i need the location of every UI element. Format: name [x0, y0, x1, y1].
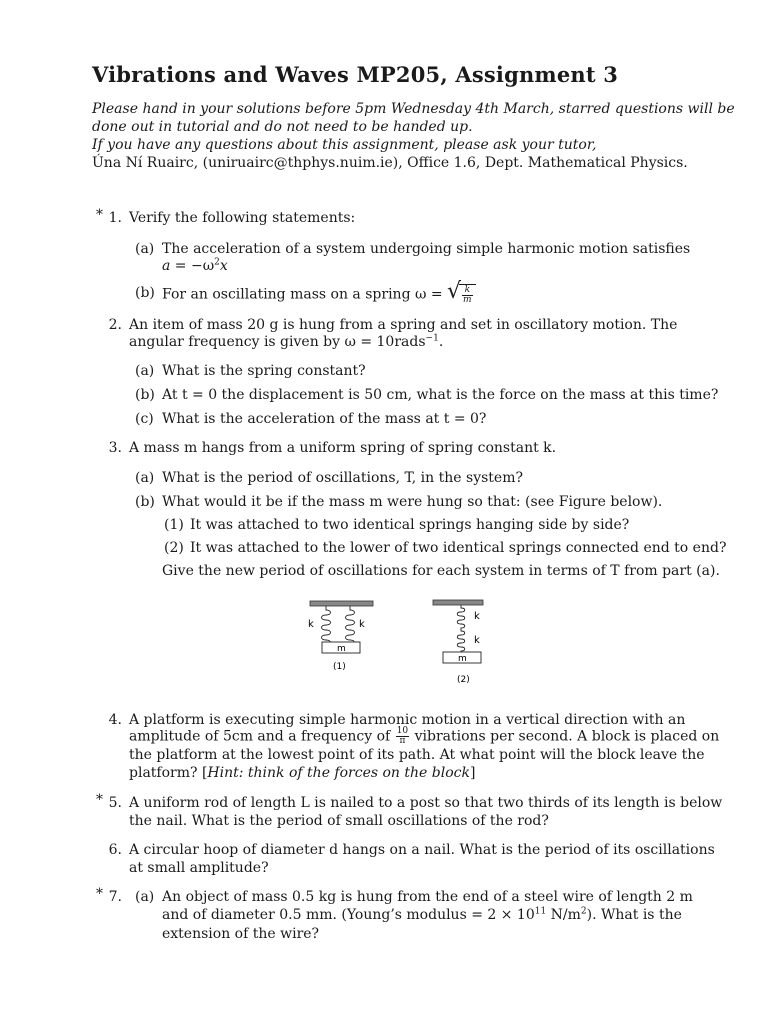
- q2-line-2-post: .: [438, 334, 444, 350]
- figure-1: [308, 601, 373, 672]
- q3b-text: What would it be if the mass m were hung so that: (see Figure below).: [162, 494, 663, 510]
- spring-figure: [300, 595, 490, 690]
- q7-number: 7.: [108, 889, 122, 905]
- q1-number: 1.: [108, 210, 122, 226]
- q7-line-2-sup2: 2: [580, 906, 587, 917]
- q5-line-1: A uniform rod of length L is nailed to a post so that two thirds of its length is below: [129, 795, 723, 811]
- q7-line-2-post: ). What is the: [586, 907, 682, 923]
- q1a-label: (a): [135, 241, 155, 257]
- q2-line-2-pre: angular frequency is given by ω = 10rads: [129, 334, 426, 350]
- fig1-k-right: k: [359, 619, 365, 630]
- q1b-label: (b): [135, 285, 155, 301]
- q2b-label: (b): [135, 387, 155, 403]
- q2-line-2-sup: −1: [425, 333, 439, 344]
- fig2-ceiling: [433, 600, 483, 605]
- q7a-label: (a): [135, 889, 155, 905]
- fig2-k-top: k: [474, 611, 480, 622]
- q1-star: *: [96, 207, 103, 223]
- q4-number: 4.: [108, 712, 122, 728]
- q7-star: *: [96, 886, 103, 902]
- q3b2-text: It was attached to the lower of two identical springs connected end to end?: [190, 540, 727, 556]
- q3a-label: (a): [135, 470, 155, 486]
- fig1-k-left: k: [308, 619, 314, 630]
- fig1-ceiling: [310, 601, 373, 606]
- q1a-eq-sup: 2: [214, 257, 220, 268]
- q7-line-3: extension of the wire?: [162, 926, 320, 942]
- q1a-text: The acceleration of a system undergoing simple harmonic motion satisfies: [162, 241, 691, 257]
- q3a-text: What is the period of oscillations, T, in the system?: [162, 470, 523, 486]
- q4-frac-den: π: [399, 736, 406, 746]
- q4-line-4-pre: platform? [: [129, 765, 208, 781]
- q7-line-1: An object of mass 0.5 kg is hung from the end of a steel wire of length 2 m: [162, 889, 693, 905]
- q1a-eq-mid: = −ω: [170, 258, 215, 274]
- fig2-series-spring: [457, 605, 465, 656]
- figure-2: [433, 600, 483, 685]
- q2a-text: What is the spring constant?: [162, 363, 366, 379]
- q2-line-1: An item of mass 20 g is hung from a spring and set in oscillatory motion. The: [129, 317, 678, 333]
- intro-line-4: Úna Ní Ruairc, (uniruairc@thphys.nuim.ie), Office 1.6, Dept. Mathematical Physics.: [92, 155, 688, 171]
- q2b-text: At t = 0 the displacement is 50 cm, what is the force on the mass at this time?: [162, 387, 719, 403]
- q7-line-2-mid: N/m: [546, 907, 581, 923]
- q7-line-2: [162, 906, 682, 924]
- q1b-frac-den: m: [463, 295, 472, 305]
- q1a-eq-lhs: a: [162, 258, 171, 274]
- q3b-label: (b): [135, 494, 155, 510]
- q4-line-3: the platform at the lowest point of its path. At what point will the block leave the: [129, 747, 705, 763]
- q2-number: 2.: [108, 317, 122, 333]
- intro-line-1: Please hand in your solutions before 5pm Wednesday 4th March, starred questions will be: [92, 101, 735, 117]
- q1b-text-body: For an oscillating mass on a spring ω =: [162, 286, 448, 303]
- q2c-text: What is the acceleration of the mass at t = 0?: [162, 411, 487, 427]
- q1a-eq-rhs: x: [219, 258, 228, 274]
- q2c-label: (c): [135, 411, 154, 427]
- q1a-equation: [162, 257, 228, 275]
- q5-star: *: [96, 792, 103, 808]
- q1-text: Verify the following statements:: [129, 210, 356, 226]
- q6-line-1: A circular hoop of diameter d hangs on a nail. What is the period of its oscillations: [129, 842, 715, 858]
- q4-line-2: [129, 727, 719, 746]
- q1b-frac-num: k: [462, 286, 473, 296]
- page-title: Vibrations and Waves MP205, Assignment 3: [92, 62, 619, 87]
- intro-line-2: done out in tutorial and do not need to be handed up.: [92, 119, 473, 135]
- q7-line-2-pre: and of diameter 0.5 mm. (Young’s modulus = 2 × 10: [162, 907, 535, 923]
- q1b-text: [162, 279, 476, 305]
- q3b-final: Give the new period of oscillations for each system in terms of T from part (a).: [162, 563, 720, 579]
- fig2-caption: (2): [457, 675, 470, 685]
- q6-number: 6.: [108, 842, 122, 858]
- q6-line-2: at small amplitude?: [129, 860, 269, 876]
- q5-number: 5.: [108, 795, 122, 811]
- intro-line-3: If you have any questions about this assignment, please ask your tutor,: [92, 137, 597, 153]
- q4-line-4: [129, 764, 475, 782]
- q3b2-label: (2): [164, 540, 184, 556]
- q5-line-2: the nail. What is the period of small oscillations of the rod?: [129, 813, 549, 829]
- q7-line-2-sup: 11: [534, 906, 547, 917]
- q4-line-1: A platform is executing simple harmonic motion in a vertical direction with an: [129, 712, 686, 728]
- q3-number: 3.: [108, 440, 122, 456]
- fig2-k-bottom: k: [474, 635, 480, 646]
- q4-line-4-post: ]: [469, 765, 476, 781]
- q4-line-2-post: vibrations per second. A block is placed on: [410, 728, 720, 745]
- q3-text: A mass m hangs from a uniform spring of spring constant k.: [129, 440, 557, 456]
- q4-frac-num: 10: [396, 726, 409, 736]
- fig1-mass-label: m: [337, 644, 346, 654]
- q4-line-2-pre: amplitude of 5cm and a frequency of: [129, 728, 395, 745]
- q3b1-text: It was attached to two identical springs hanging side by side?: [190, 517, 630, 533]
- q4-hint: Hint: think of the forces on the block: [207, 765, 470, 781]
- q2a-label: (a): [135, 363, 155, 379]
- q3b1-label: (1): [164, 517, 184, 533]
- q2-line-2: [129, 333, 443, 351]
- sqrt-symbol: √ $\frac{k}{m}$: [447, 284, 476, 305]
- fig1-caption: (1): [333, 662, 346, 672]
- fig2-mass-label: m: [458, 654, 467, 664]
